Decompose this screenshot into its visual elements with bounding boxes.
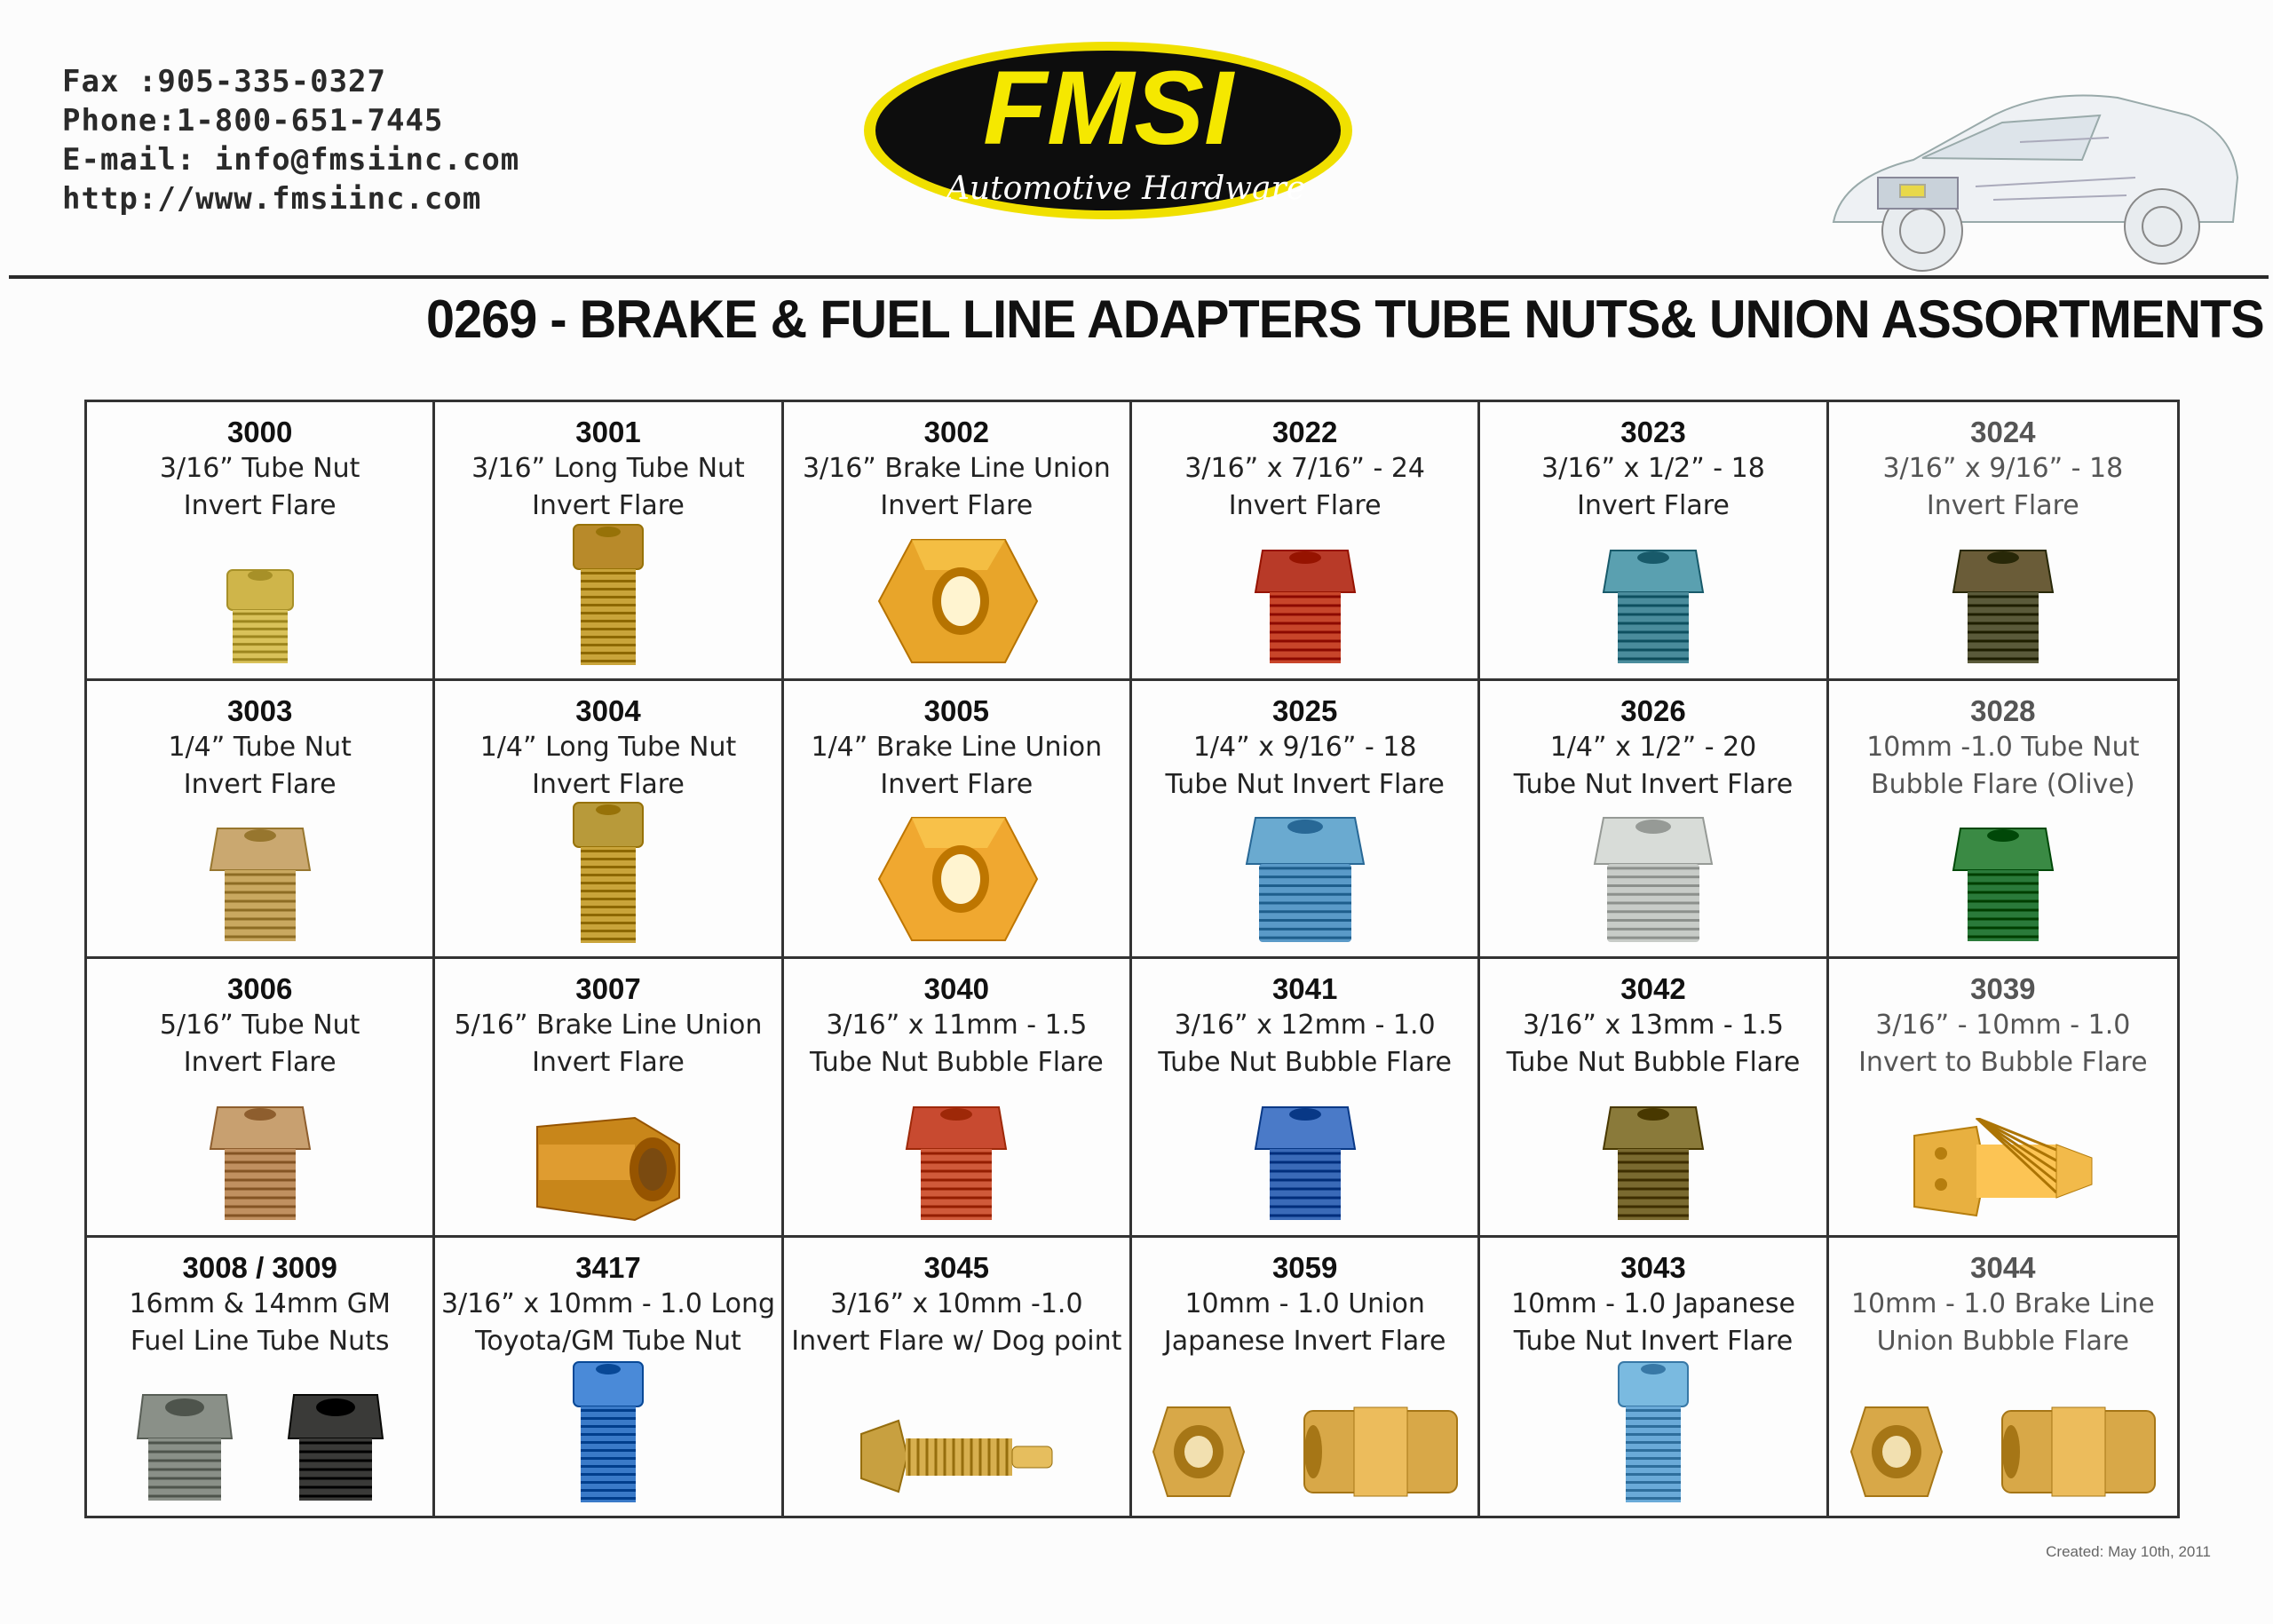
product-cell [435, 959, 783, 1238]
part-number: 3026 [1620, 693, 1686, 727]
part-number: 3041 [1271, 972, 1338, 1005]
product-cell [1132, 402, 1480, 681]
part-number: 3022 [1271, 416, 1338, 448]
part-number: 3005 [923, 693, 990, 727]
fmsi-logo [859, 37, 1357, 224]
part-photo [1480, 1359, 1826, 1505]
part-photo [1132, 1359, 1477, 1505]
product-cell [87, 1238, 435, 1517]
product-cell [1829, 959, 2177, 1238]
part-description-line1: 3/16” x 9/16” - 18 [1882, 453, 2124, 484]
part-photo [1829, 799, 2177, 946]
product-cell [87, 402, 435, 681]
part-number: 3028 [1970, 693, 2036, 727]
contact-info [62, 62, 519, 218]
header-divider [9, 275, 2269, 279]
part-description-line2: Invert Flare [183, 490, 337, 521]
part-number: 3006 [226, 972, 293, 1005]
part-photo [1480, 521, 1826, 668]
part-description-line2: Invert Flare [880, 768, 1034, 800]
part-photo [784, 521, 1129, 668]
part-description-line1: 1/4” x 1/2” - 20 [1549, 731, 1757, 763]
page-title: 0269 - BRAKE & FUEL LINE ADAPTERS TUBE NUTS& UNION ASSORTMENTS [426, 289, 2264, 349]
product-cell [1480, 681, 1828, 960]
product-cell [1829, 681, 2177, 960]
part-photo [1132, 521, 1477, 668]
product-cell [435, 402, 783, 681]
part-description-line1: 1/4” Tube Nut [168, 731, 352, 763]
part-photo [1829, 521, 2177, 668]
part-description-line2: Tube Nut Bubble Flare [1158, 1047, 1453, 1078]
part-description-line2: Union Bubble Flare [1876, 1325, 2129, 1357]
product-cell [435, 681, 783, 960]
part-number: 3001 [575, 416, 641, 448]
product-cell [435, 1238, 783, 1517]
part-description-line1: 3/16” Brake Line Union [802, 453, 1111, 484]
part-photo [1132, 799, 1477, 946]
part-number: 3059 [1271, 1250, 1338, 1284]
part-photo [435, 521, 780, 668]
part-description-line2: Invert Flare [1577, 490, 1730, 521]
part-description-line2: Toyota/GM Tube Nut [475, 1325, 741, 1357]
product-cell [1829, 1238, 2177, 1517]
logo-brand: FMSI [983, 50, 1233, 167]
part-number: 3024 [1970, 416, 2036, 448]
part-description-line1: 3/16” x 13mm - 1.5 [1523, 1010, 1784, 1041]
part-photo [784, 799, 1129, 946]
product-cell [1132, 959, 1480, 1238]
email-address: E-mail: info@fmsiinc.com [62, 142, 520, 178]
part-description-line1: 5/16” Brake Line Union [454, 1010, 763, 1041]
part-description-line2: Invert Flare [183, 768, 337, 800]
part-photo [784, 1078, 1129, 1224]
part-number: 3000 [226, 416, 293, 448]
part-description-line2: Invert Flare [1926, 490, 2079, 521]
part-description-line1: 1/4” Long Tube Nut [479, 731, 737, 763]
part-photo [435, 1078, 780, 1224]
part-description-line1: 10mm - 1.0 Japanese [1511, 1287, 1795, 1319]
part-description-line1: 3/16” x 7/16” - 24 [1184, 453, 1426, 484]
part-photo [784, 1359, 1129, 1505]
part-description-line2: Fuel Line Tube Nuts [130, 1325, 390, 1357]
part-photo [1132, 1078, 1477, 1224]
part-number: 3002 [923, 416, 990, 448]
part-description-line1: 3/16” x 1/2” - 18 [1541, 453, 1765, 484]
part-number: 3025 [1271, 693, 1338, 727]
part-photo [1829, 1359, 2177, 1505]
part-description-line2: Japanese Invert Flare [1163, 1325, 1446, 1357]
part-description-line1: 3/16” x 10mm - 1.0 Long [440, 1287, 776, 1319]
part-photo [435, 1359, 780, 1505]
part-number: 3004 [575, 693, 641, 727]
part-description-line1: 3/16” x 10mm -1.0 [830, 1287, 1083, 1319]
part-photo [1480, 1078, 1826, 1224]
part-description-line2: Invert Flare [532, 768, 685, 800]
part-description-line1: 3/16” - 10mm - 1.0 [1875, 1010, 2131, 1041]
product-cell [784, 1238, 1132, 1517]
product-cell [1132, 681, 1480, 960]
part-description-line1: 3/16” x 11mm - 1.5 [826, 1010, 1088, 1041]
part-description-line1: 10mm -1.0 Tube Nut [1866, 731, 2140, 763]
product-grid [84, 400, 2180, 1518]
part-number: 3417 [575, 1250, 641, 1284]
part-description-line2: Invert Flare [532, 1047, 685, 1078]
part-description-line2: Tube Nut Bubble Flare [809, 1047, 1104, 1078]
product-cell [1480, 959, 1828, 1238]
part-description-line2: Invert Flare [1228, 490, 1382, 521]
fax-number: Fax :905-335-0327 [62, 64, 386, 99]
part-number: 3042 [1620, 972, 1686, 1005]
part-description-line2: Invert Flare [880, 490, 1034, 521]
part-description-line2: Invert Flare w/ Dog point [791, 1325, 1122, 1357]
product-cell [1480, 402, 1828, 681]
car-illustration [1816, 53, 2251, 293]
part-description-line1: 1/4” x 9/16” - 18 [1192, 731, 1417, 763]
part-photo [87, 799, 432, 946]
product-cell [1132, 1238, 1480, 1517]
part-description-line1: 10mm - 1.0 Union [1184, 1287, 1425, 1319]
part-description-line1: 16mm & 14mm GM [129, 1287, 391, 1319]
part-photo [1480, 799, 1826, 946]
product-cell [1829, 402, 2177, 681]
part-number: 3043 [1620, 1250, 1686, 1284]
product-cell [784, 402, 1132, 681]
part-photo [87, 1359, 432, 1505]
part-number: 3003 [226, 693, 293, 727]
part-description-line1: 3/16” x 12mm - 1.0 [1174, 1010, 1436, 1041]
part-photo [435, 799, 780, 946]
logo-tagline: Automotive Hardware [946, 170, 1306, 207]
part-description-line1: 3/16” Long Tube Nut [471, 453, 745, 484]
created-date: Created: May 10th, 2011 [2046, 1543, 2211, 1560]
product-cell [1480, 1238, 1828, 1517]
part-number: 3023 [1620, 416, 1686, 448]
part-description-line2: Invert to Bubble Flare [1858, 1047, 2148, 1078]
part-description-line2: Bubble Flare (Olive) [1871, 768, 2135, 800]
part-number: 3040 [923, 972, 990, 1005]
part-number: 3045 [923, 1250, 990, 1284]
part-description-line1: 3/16” Tube Nut [159, 453, 360, 484]
product-cell [87, 681, 435, 960]
part-photo [1829, 1078, 2177, 1224]
part-description-line1: 5/16” Tube Nut [159, 1010, 360, 1041]
product-cell [784, 681, 1132, 960]
part-description-line2: Invert Flare [183, 1047, 337, 1078]
website-url: http://www.fmsiinc.com [62, 181, 482, 217]
part-description-line2: Invert Flare [532, 490, 685, 521]
phone-number: Phone:1-800-651-7445 [62, 103, 444, 139]
part-description-line2: Tube Nut Invert Flare [1513, 1325, 1794, 1357]
part-number: 3007 [575, 972, 641, 1005]
part-photo [87, 1078, 432, 1224]
product-cell [87, 959, 435, 1238]
part-description-line1: 10mm - 1.0 Brake Line [1850, 1287, 2155, 1319]
part-description-line2: Tube Nut Invert Flare [1513, 768, 1794, 800]
part-description-line2: Tube Nut Bubble Flare [1506, 1047, 1801, 1078]
product-cell [784, 959, 1132, 1238]
part-description-line1: 1/4” Brake Line Union [811, 731, 1103, 763]
part-number: 3044 [1970, 1250, 2036, 1284]
part-number: 3039 [1970, 972, 2036, 1005]
part-photo [87, 521, 432, 668]
part-number: 3008 / 3009 [182, 1250, 337, 1284]
part-description-line2: Tube Nut Invert Flare [1165, 768, 1445, 800]
